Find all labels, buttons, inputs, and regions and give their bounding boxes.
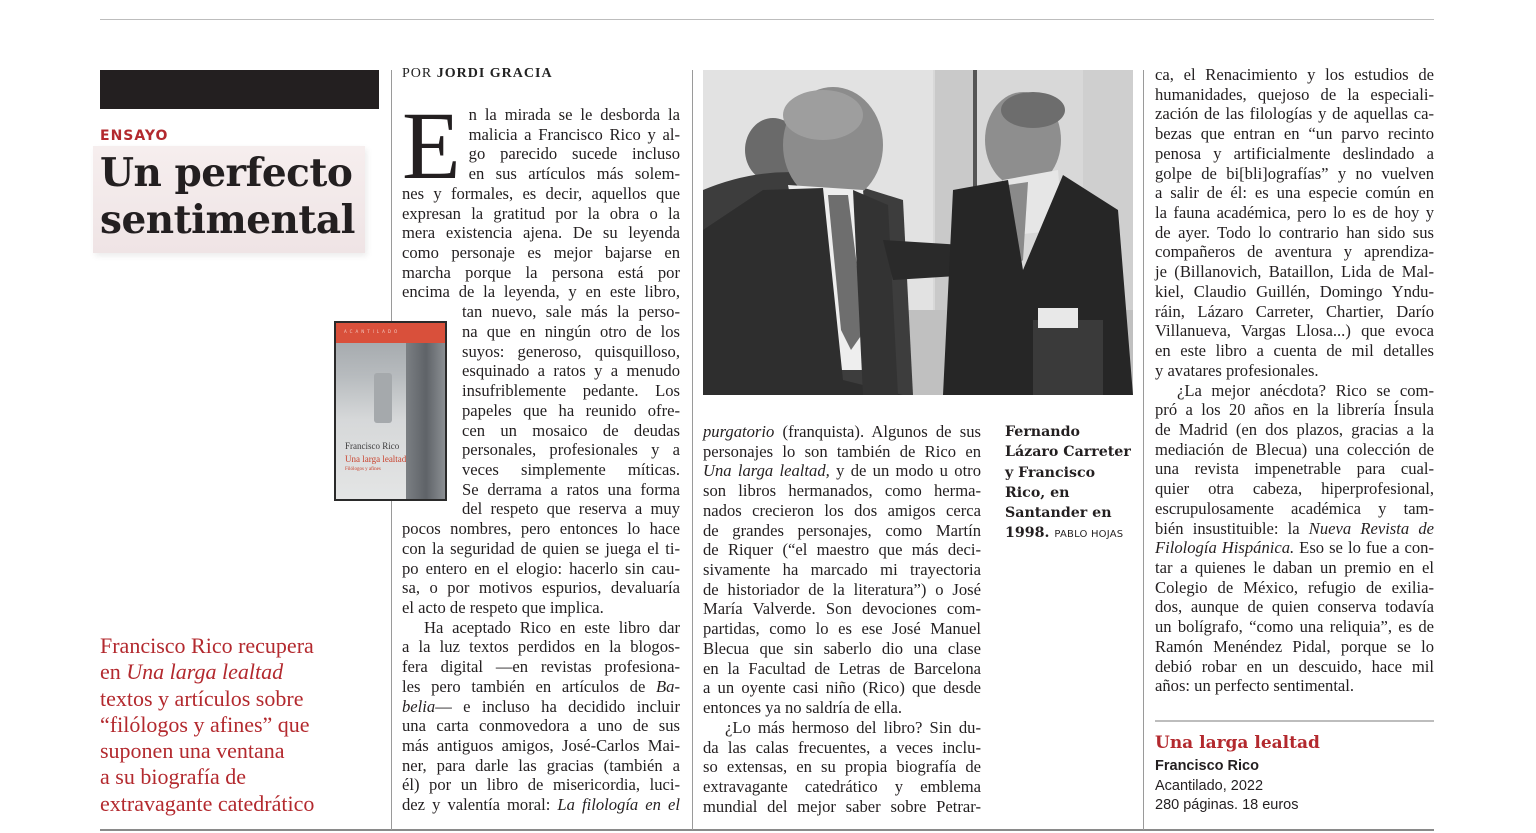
pull-quote-line: textos y artículos sobre: [100, 685, 304, 711]
section-banner: [100, 70, 379, 109]
text-line: suyos: generoso, quisquilloso,: [462, 341, 680, 361]
paragraph: [462, 302, 680, 519]
text-line: bezas que entran en “un parvo recinto: [1155, 124, 1434, 144]
text-line: escrupulosamente académica y tam-: [1155, 498, 1434, 518]
text-line: en la Facultad de Letras de Barcelona: [703, 658, 981, 678]
text-line: son libros hermanados, como herma-: [703, 481, 981, 501]
text-line: sivamente ha marcado mi trayectoria: [703, 560, 981, 580]
pull-quote: [100, 633, 380, 817]
italic-title: La filología en el: [557, 795, 680, 815]
photo-caption: [1005, 422, 1135, 546]
text-line: Blecua que sin saberlo dio una clase: [703, 638, 981, 658]
paragraph: [402, 519, 680, 618]
italic-title: belia: [402, 696, 436, 716]
text-line: pró a los 20 años en la librería Ínsula: [1155, 400, 1434, 420]
text-line: extravagante catedrático y emblema: [703, 776, 981, 796]
pull-quote-line: “filólogos y afines” que: [100, 711, 310, 737]
text-fragment: Eso se lo fue a con-: [1294, 538, 1434, 558]
text-line: penosa y artificialmente deslindado a: [1155, 143, 1434, 163]
text-line: mundial del mejor saber sobre Petrar-: [703, 796, 981, 816]
text-fragment: les pero también en artículos de: [402, 676, 657, 696]
text-line: ¿Lo más hermoso del libro? Sin du-: [725, 717, 981, 737]
text-line: je (Billanovich, Bataillon, Lida de Mal-: [1155, 262, 1434, 282]
article-column-3: [1155, 65, 1434, 696]
text-line: años: un perfecto sentimental.: [1155, 676, 1355, 696]
bottom-rule: [100, 829, 1434, 831]
top-rule: [100, 19, 1434, 20]
book-info-divider: [1155, 720, 1434, 722]
text-line: quier otra cabeza, hiperprofesional,: [1155, 479, 1434, 499]
pull-quote-line: suponen una ventana: [100, 738, 285, 764]
text-line: insufriblemente pedante. Los: [462, 381, 680, 401]
text-line: ner, para darle las gracias (también a: [402, 755, 680, 775]
text-fragment: — e incluso ha decidido incluir: [435, 696, 680, 716]
text-line: la fauna académica, pero lo es de hoy y: [1155, 203, 1434, 223]
section-label: ENSAYO: [100, 128, 169, 144]
paragraph: [402, 184, 680, 302]
text-line: un bolígrafo, “como una reliquia”, es de: [1155, 617, 1434, 637]
headline: [100, 150, 355, 244]
book-info-author: Francisco Rico: [1155, 758, 1259, 774]
paragraph: [703, 718, 981, 817]
italic-title: Una larga lealtad,: [703, 461, 830, 481]
pull-quote-book-title: Una larga lealtad: [126, 659, 284, 685]
book-cover-object: [374, 373, 392, 423]
text-line: po entero en el elogio: hacerlo sin cau-: [402, 558, 680, 578]
text-line: expresan la gratitud por la obra o la: [402, 203, 680, 223]
text-line: de ayer. Todo lo contrario han sido sus: [1155, 222, 1434, 242]
text-fragment: (franquista). Algunos de sus: [774, 422, 981, 441]
text-line: él) por un libro de misericordia, luci-: [402, 775, 680, 795]
drop-cap: E: [402, 92, 461, 199]
paragraph: [1155, 65, 1434, 381]
text-line: papeles que ha reunido ofre-: [462, 400, 680, 420]
text-line: marcha porque la persona está por: [402, 262, 680, 282]
text-line: malicia a Francisco Rico y al-: [468, 124, 680, 144]
text-line: nados crecieron los dos amigos cerca: [703, 500, 981, 520]
text-line: encima de la leyenda, y en este libro,: [402, 282, 680, 302]
text-line: como personaje es mejor bajarse en: [402, 243, 680, 263]
column-divider: [1143, 70, 1144, 830]
paragraph: [402, 618, 680, 815]
text-line: a la luz textos perdidos en la blogos-: [402, 637, 680, 657]
italic-title: purgatorio: [703, 422, 775, 441]
book-info-pages-price: 280 páginas. 18 euros: [1155, 797, 1299, 813]
text-line: dos, aunque de quien conserva todavía: [1155, 597, 1434, 617]
column-divider: [692, 70, 693, 830]
text-line: zación de las filologías y de aquellas ca-: [1155, 104, 1434, 124]
text-line: esquinado a ratos y a menudo: [462, 361, 680, 381]
byline-prefix: POR: [402, 66, 433, 81]
text-line: el acto de respeto que implica.: [402, 597, 604, 617]
text-line: Ha aceptado Rico en este libro dar: [424, 617, 680, 637]
text-line: ca, el Renacimiento y los estudios de: [1155, 65, 1434, 84]
text-line: veces simplemente míticas.: [462, 459, 680, 479]
pull-quote-text: en: [100, 659, 127, 685]
text-line: personajes lo son también de Rico en: [703, 441, 981, 461]
text-line: tar a quienes le daban un premio en el: [1155, 557, 1434, 577]
text-line: de Madrid (en dos plazos, gracias a la: [1155, 419, 1434, 439]
text-line: en este libro a cuenta de mil detalles: [1155, 341, 1434, 361]
text-line: Se derrama a ratos una forma: [462, 479, 680, 499]
pull-quote-line: extravagante catedrático: [100, 790, 315, 816]
photo-image: [703, 70, 1133, 395]
byline: [402, 66, 553, 82]
text-line: a un oyente casi niño (Rico) que desde: [703, 678, 981, 698]
photo: [703, 70, 1133, 395]
text-line: golpe de bi[bli]ografías” y no vuelven: [1155, 163, 1434, 183]
text-line: n la mirada se le desborda la: [468, 105, 680, 124]
byline-author: JORDI GRACIA: [436, 66, 553, 81]
text-line: [1155, 519, 1434, 539]
article-column-2: [703, 422, 981, 816]
text-line: Colegio de México, refugio de exilia-: [1155, 577, 1434, 597]
photo-credit: PABLO HOJAS: [1054, 529, 1124, 541]
text-line: mediación de Blecua) una colección de: [1155, 439, 1434, 459]
book-cover-title: Una larga lealtad: [345, 454, 407, 464]
italic-title: Filología Hispánica.: [1155, 538, 1295, 558]
text-line: una carta conmovedora a uno de sus: [402, 716, 680, 736]
caption-text: Fernando Lázaro Carreter y Francisco Rico, en Santander en 1998.: [1005, 424, 1131, 542]
italic-title: Nueva Revista de: [1308, 518, 1434, 538]
paragraph: [703, 481, 981, 718]
text-line: con la seguridad de quien se juega el ti-: [402, 538, 680, 558]
book-info-title: Una larga lealtad: [1155, 733, 1320, 753]
text-line: de grandes personajes, como Martín: [703, 520, 981, 540]
text-line: [402, 677, 680, 697]
text-line: partidas, como lo es ese José Manuel: [703, 619, 981, 639]
text-line: nes y formales, es decir, aquellos que: [402, 183, 680, 203]
headline-line: Un perfecto: [100, 150, 353, 196]
book-cover-subtitle: Filólogos y afines: [345, 467, 381, 472]
text-fragment: dez y valentía moral:: [402, 795, 558, 815]
paragraph: [1155, 381, 1434, 697]
text-line: [402, 697, 680, 717]
text-line: kiel, Claudio Guillén, Domingo Yndu-: [1155, 281, 1434, 301]
book-cover-publisher: ACANTILADO: [344, 329, 401, 334]
text-line: de historiador de la literatura”) o José: [703, 579, 981, 599]
pull-quote-line: a su biografía de: [100, 764, 246, 790]
text-line: Villanueva, Vargas Llosa...) que evoca: [1155, 321, 1434, 341]
text-line: tan nuevo, sale más la perso-: [462, 302, 680, 322]
text-line: personales, profesionales y a: [462, 440, 680, 460]
headline-line: sentimental: [100, 197, 355, 243]
text-line: [1155, 538, 1434, 558]
text-line: cen un mosaico de deudas: [462, 420, 680, 440]
text-line: a salir de él: es una especie común en: [1155, 183, 1434, 203]
text-line: compañeros de aventura y aprendiza-: [1155, 242, 1434, 262]
text-line: ráin, Lázaro Carreter, Chartier, Darío: [1155, 301, 1434, 321]
text-line: fera digital —en revistas profesiona-: [402, 657, 680, 677]
text-line: en sus artículos más solem-: [468, 164, 680, 184]
book-cover-image: [334, 321, 447, 501]
text-line: más antiguos amigos, José-Carlos Mai-: [402, 736, 680, 755]
book-info-publisher: Acantilado, 2022: [1155, 778, 1264, 794]
text-line: del respeto que reserva a muy: [462, 499, 680, 519]
text-line: [703, 461, 981, 481]
text-line: [402, 795, 680, 815]
text-fragment: bién insustituible: la: [1155, 518, 1309, 538]
text-line: Ramón Menéndez Pidal, porque se lo: [1155, 636, 1434, 656]
text-line: sa, o por motivos espurios, devaluaría: [402, 578, 680, 598]
text-line: pocos nombres, pero entonces lo hace: [402, 519, 680, 539]
text-line: so extensas, en su propia biografía de: [703, 757, 981, 777]
text-line: ¿La mejor anécdota? Rico se com-: [1177, 380, 1434, 400]
text-line: y avatares profesionales.: [1155, 360, 1319, 380]
text-fragment: y de un modo u otro: [829, 461, 981, 481]
text-line: humanidades, quejoso de la especiali-: [1155, 84, 1434, 104]
text-line: na que en ningún otro de los: [462, 321, 680, 341]
book-cover-figure: [406, 343, 446, 501]
text-line: de Riquer (“el maestro que más deci-: [703, 540, 981, 560]
pull-quote-line: [100, 659, 380, 685]
text-line: da las calas frecuentes, a veces inclu-: [703, 737, 981, 757]
text-line: mera existencia ajena. De su leyenda: [402, 223, 680, 243]
pull-quote-line: Francisco Rico recupera: [100, 633, 314, 658]
text-line: debió robar en un descuido, hace mil: [1155, 656, 1434, 676]
book-cover-author: Francisco Rico: [345, 441, 400, 451]
text-line: entonces ya no saldría de ella.: [703, 698, 903, 718]
italic-title: Ba-: [656, 676, 680, 696]
text-line: [703, 422, 981, 442]
text-line: go parecido sucede incluso: [468, 144, 680, 164]
text-line: María Valverde. Son devociones com-: [703, 599, 981, 619]
text-line: una revista impenetrable para cual-: [1155, 459, 1434, 479]
